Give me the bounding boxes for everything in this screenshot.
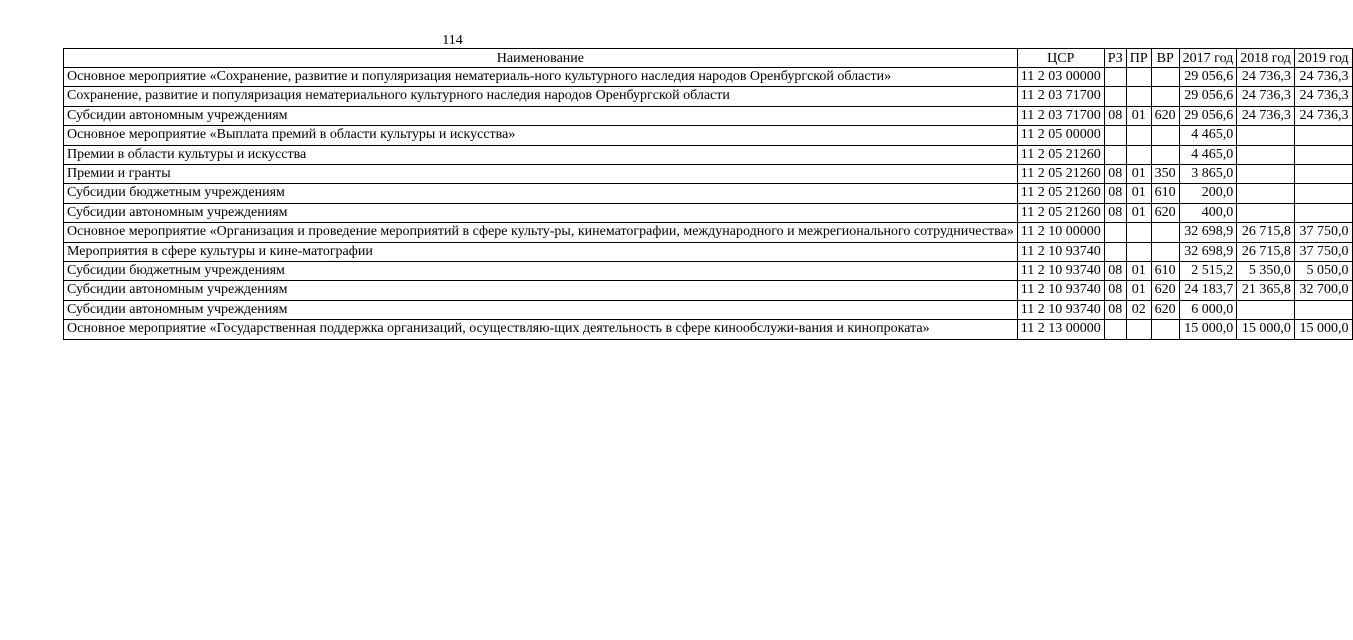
cell-name: Субсидии автономным учреждениям [64, 203, 1018, 222]
table-row [64, 145, 1353, 164]
table-row [64, 281, 1353, 300]
cell-2019 [1294, 184, 1352, 203]
cell-name: Субсидии бюджетным учреждениям [64, 262, 1018, 281]
cell-csr: 11 2 05 00000 [1017, 126, 1104, 145]
cell-2018: 26 715,8 [1237, 223, 1295, 242]
table-row [64, 223, 1353, 242]
table-row [64, 184, 1353, 203]
cell-2019 [1294, 300, 1352, 319]
cell-2018: 24 736,3 [1237, 68, 1295, 87]
cell-2017: 29 056,6 [1179, 106, 1237, 125]
cell-rz: 08 [1104, 106, 1126, 125]
header-2019: 2019 год [1294, 49, 1352, 68]
cell-name: Премии и гранты [64, 165, 1018, 184]
cell-rz [1104, 320, 1126, 339]
cell-pr [1126, 145, 1151, 164]
cell-rz [1104, 242, 1126, 261]
header-csr: ЦСР [1017, 49, 1104, 68]
cell-csr: 11 2 03 00000 [1017, 68, 1104, 87]
cell-2019 [1294, 165, 1352, 184]
cell-pr [1126, 126, 1151, 145]
table-row [64, 203, 1353, 222]
cell-csr: 11 2 05 21260 [1017, 203, 1104, 222]
cell-csr: 11 2 10 00000 [1017, 223, 1104, 242]
cell-2017: 4 465,0 [1179, 145, 1237, 164]
cell-name: Основное мероприятие «Организация и проведение мероприятий в сфере культу-ры, кинематографии, международного и межрегионального сотрудничества» [64, 223, 1018, 242]
cell-vr [1151, 223, 1179, 242]
cell-pr: 01 [1126, 165, 1151, 184]
cell-2018: 24 736,3 [1237, 106, 1295, 125]
cell-name: Субсидии автономным учреждениям [64, 106, 1018, 125]
cell-2019: 24 736,3 [1294, 68, 1352, 87]
cell-rz: 08 [1104, 184, 1126, 203]
cell-2018: 26 715,8 [1237, 242, 1295, 261]
cell-2017: 2 515,2 [1179, 262, 1237, 281]
cell-csr: 11 2 05 21260 [1017, 165, 1104, 184]
cell-name: Субсидии автономным учреждениям [64, 300, 1018, 319]
cell-pr [1126, 242, 1151, 261]
cell-2017: 29 056,6 [1179, 68, 1237, 87]
cell-pr [1126, 223, 1151, 242]
cell-2018: 15 000,0 [1237, 320, 1295, 339]
cell-vr [1151, 320, 1179, 339]
cell-rz [1104, 68, 1126, 87]
cell-2018 [1237, 165, 1295, 184]
cell-name: Основное мероприятие «Сохранение, развитие и популяризация нематериаль-ного культурного наследия народов Оренбургской области» [64, 68, 1018, 87]
cell-rz: 08 [1104, 300, 1126, 319]
cell-2018: 5 350,0 [1237, 262, 1295, 281]
cell-name: Субсидии автономным учреждениям [64, 281, 1018, 300]
cell-csr: 11 2 10 93740 [1017, 300, 1104, 319]
header-row [64, 49, 1353, 68]
cell-pr: 01 [1126, 281, 1151, 300]
cell-csr: 11 2 03 71700 [1017, 87, 1104, 106]
table-row [64, 106, 1353, 125]
cell-2018 [1237, 126, 1295, 145]
cell-name: Сохранение, развитие и популяризация нематериального культурного наследия народов Оренбургской области [64, 87, 1018, 106]
cell-2018 [1237, 145, 1295, 164]
cell-2017: 32 698,9 [1179, 242, 1237, 261]
cell-2019: 32 700,0 [1294, 281, 1352, 300]
cell-vr [1151, 68, 1179, 87]
header-name: Наименование [64, 49, 1018, 68]
cell-csr: 11 2 10 93740 [1017, 242, 1104, 261]
cell-csr: 11 2 03 71700 [1017, 106, 1104, 125]
cell-vr [1151, 145, 1179, 164]
cell-2017: 200,0 [1179, 184, 1237, 203]
table-row [64, 300, 1353, 319]
cell-2019: 5 050,0 [1294, 262, 1352, 281]
header-2017: 2017 год [1179, 49, 1237, 68]
table-row [64, 126, 1353, 145]
cell-pr: 01 [1126, 184, 1151, 203]
cell-rz [1104, 145, 1126, 164]
cell-vr: 350 [1151, 165, 1179, 184]
cell-vr [1151, 87, 1179, 106]
cell-2017: 3 865,0 [1179, 165, 1237, 184]
cell-2017: 4 465,0 [1179, 126, 1237, 145]
table-row [64, 68, 1353, 87]
cell-2019: 37 750,0 [1294, 242, 1352, 261]
cell-rz [1104, 87, 1126, 106]
cell-pr [1126, 87, 1151, 106]
cell-vr: 620 [1151, 106, 1179, 125]
cell-2019 [1294, 203, 1352, 222]
cell-2018: 21 365,8 [1237, 281, 1295, 300]
cell-vr: 610 [1151, 184, 1179, 203]
cell-vr: 620 [1151, 203, 1179, 222]
cell-rz [1104, 126, 1126, 145]
table-row [64, 242, 1353, 261]
cell-vr: 620 [1151, 281, 1179, 300]
table-row [64, 87, 1353, 106]
cell-2018 [1237, 300, 1295, 319]
cell-vr: 610 [1151, 262, 1179, 281]
cell-rz: 08 [1104, 165, 1126, 184]
cell-rz: 08 [1104, 281, 1126, 300]
budget-table [63, 48, 1353, 340]
cell-csr: 11 2 05 21260 [1017, 184, 1104, 203]
cell-2018 [1237, 203, 1295, 222]
cell-2017: 15 000,0 [1179, 320, 1237, 339]
cell-vr: 620 [1151, 300, 1179, 319]
cell-2019: 24 736,3 [1294, 87, 1352, 106]
cell-2017: 29 056,6 [1179, 87, 1237, 106]
cell-pr [1126, 68, 1151, 87]
cell-name: Основное мероприятие «Выплата премий в области культуры и искусства» [64, 126, 1018, 145]
cell-name: Премии в области культуры и искусства [64, 145, 1018, 164]
header-pr: ПР [1126, 49, 1151, 68]
cell-2017: 400,0 [1179, 203, 1237, 222]
cell-2019: 24 736,3 [1294, 106, 1352, 125]
page-number: 114 [442, 33, 463, 48]
cell-name: Мероприятия в сфере культуры и кине-матографии [64, 242, 1018, 261]
header-vr: ВР [1151, 49, 1179, 68]
cell-2017: 32 698,9 [1179, 223, 1237, 242]
cell-2018 [1237, 184, 1295, 203]
cell-name: Основное мероприятие «Государственная поддержка организаций, осуществляю-щих деятельность в сфере кинообслужи-вания и кинопроката» [64, 320, 1018, 339]
header-rz: РЗ [1104, 49, 1126, 68]
table-row [64, 262, 1353, 281]
cell-2017: 24 183,7 [1179, 281, 1237, 300]
cell-pr: 01 [1126, 203, 1151, 222]
cell-name: Субсидии бюджетным учреждениям [64, 184, 1018, 203]
header-2018: 2018 год [1237, 49, 1295, 68]
cell-csr: 11 2 13 00000 [1017, 320, 1104, 339]
cell-vr [1151, 126, 1179, 145]
cell-2019 [1294, 145, 1352, 164]
cell-2019: 37 750,0 [1294, 223, 1352, 242]
cell-pr: 02 [1126, 300, 1151, 319]
cell-csr: 11 2 10 93740 [1017, 281, 1104, 300]
cell-2018: 24 736,3 [1237, 87, 1295, 106]
cell-rz: 08 [1104, 203, 1126, 222]
cell-csr: 11 2 10 93740 [1017, 262, 1104, 281]
cell-pr: 01 [1126, 106, 1151, 125]
cell-pr [1126, 320, 1151, 339]
cell-2017: 6 000,0 [1179, 300, 1237, 319]
cell-2019: 15 000,0 [1294, 320, 1352, 339]
cell-rz: 08 [1104, 262, 1126, 281]
table-row [64, 165, 1353, 184]
cell-pr: 01 [1126, 262, 1151, 281]
cell-csr: 11 2 05 21260 [1017, 145, 1104, 164]
cell-vr [1151, 242, 1179, 261]
cell-rz [1104, 223, 1126, 242]
cell-2019 [1294, 126, 1352, 145]
table-row [64, 320, 1353, 339]
